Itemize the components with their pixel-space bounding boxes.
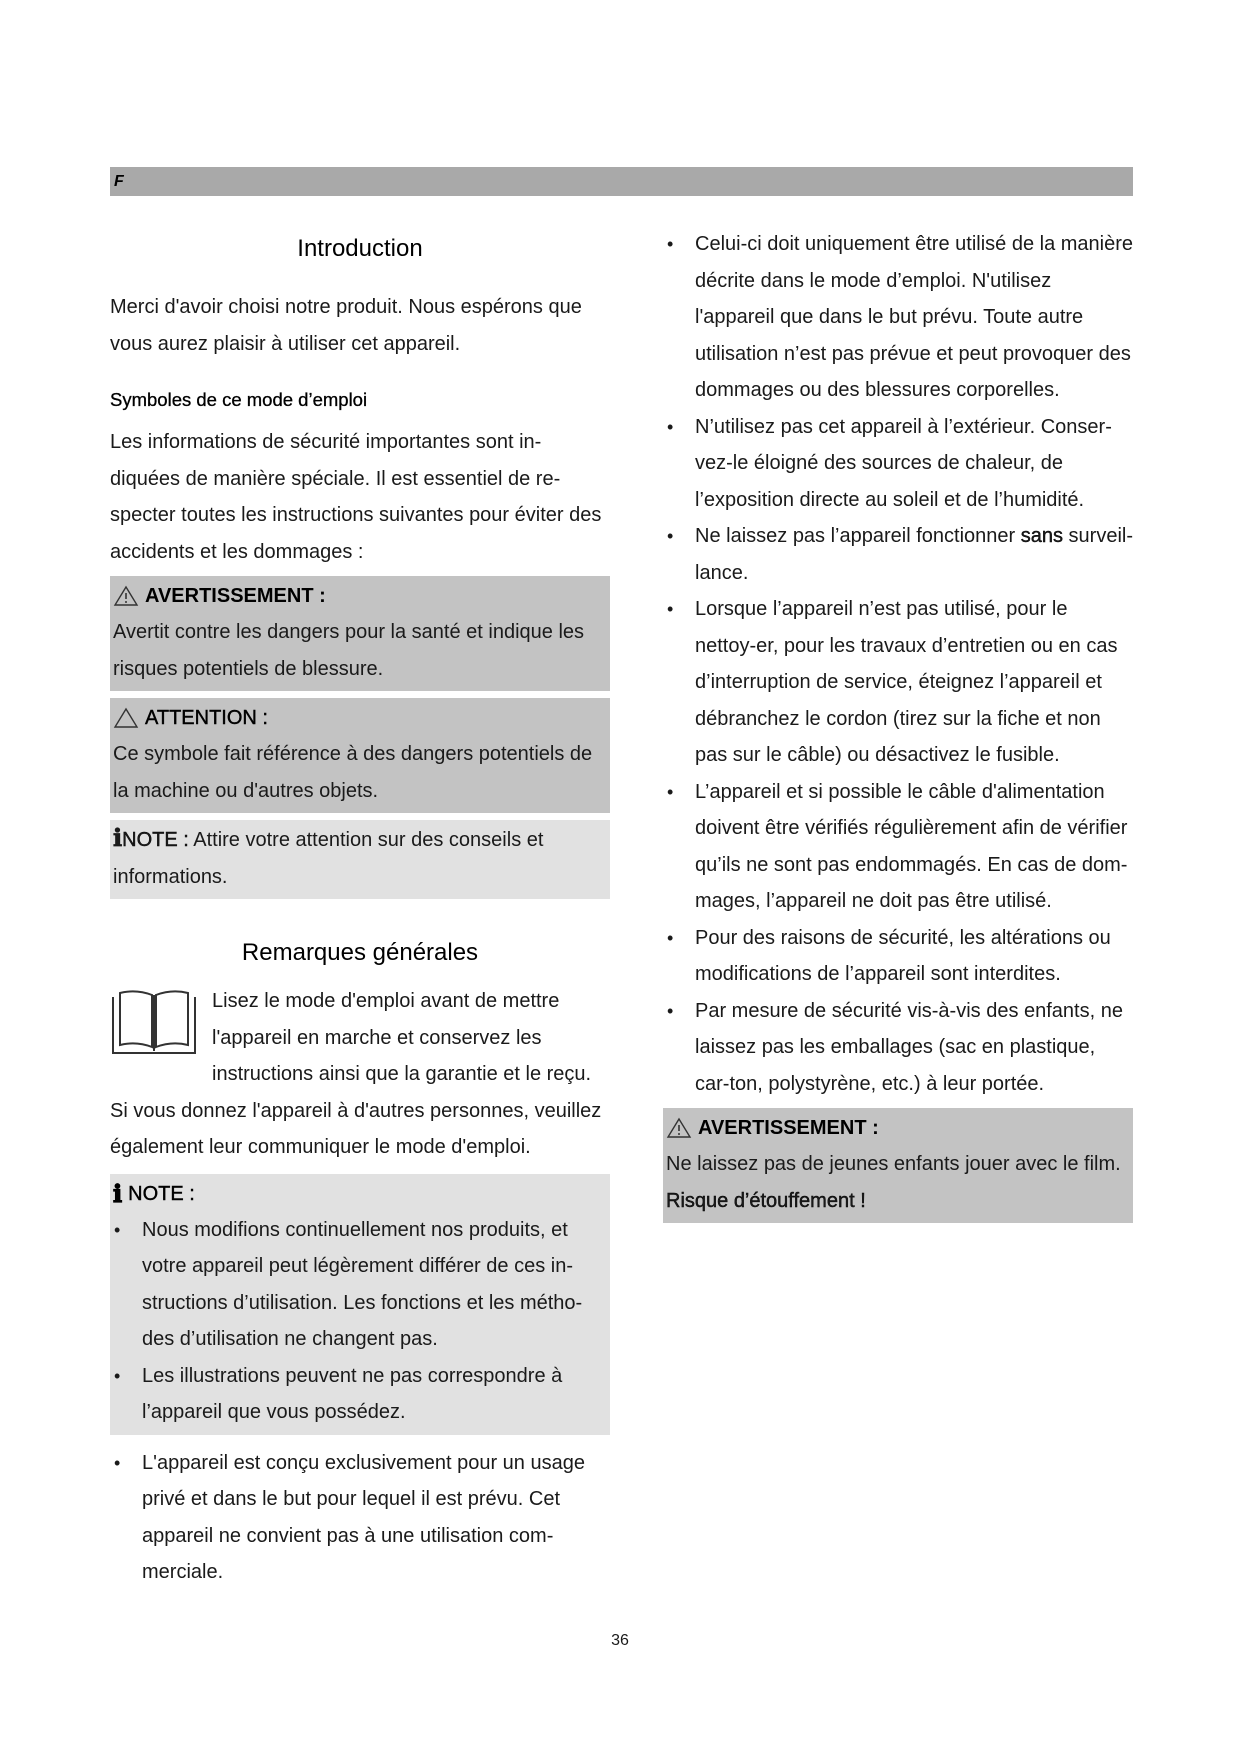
info-icon: ℹ <box>113 1178 123 1208</box>
children-warning-title-row <box>666 1110 1130 1146</box>
page-number: 36 <box>611 1632 629 1649</box>
list-item: • L’appareil et si possible le câble d'alimentation doivent être vérifiés régulièrement afin de vérifier qu’ils ne sont pas endommagés. En cas de dom-mages, l’appareil ne doit pas être utilisé. <box>663 774 1133 920</box>
list-item: • Les illustrations peuvent ne pas correspondre à l’appareil que vous possédez. <box>110 1358 606 1431</box>
right-column <box>663 226 1133 1223</box>
general-section <box>110 983 610 1166</box>
left-column <box>110 225 610 1591</box>
warning-title: AVERTISSEMENT : <box>145 585 326 607</box>
symbols-text: Les informations de sécurité importantes sont in-diquées de manière spéciale. Il est essentiel de re-specter toutes les instructions suivantes pour éviter des accidents et les dommages : <box>110 431 602 563</box>
general-title: Remarques générales <box>241 939 479 966</box>
list-item: • Nous modifions continuellement nos produits, et votre appareil peut légèrement différer de ces in-structions d’utilisation. Les fonctions et les métho-des d’utilisation ne changent pas. <box>110 1212 606 1358</box>
general-text: Lisez le mode d'emploi avant de mettre l'appareil en marche et conservez les instructions ainsi que la garantie et le reçu. Si vous donnez l'appareil à d'autres personnes, veuillez également leur communiquer le mode d'emploi. <box>110 990 602 1158</box>
unattended-post: surveil-lance. <box>695 525 1133 584</box>
list-item: • L'appareil est conçu exclusivement pour un usage privé et dans le but pour lequel il est prévu. Cet appareil ne convient pas à une utilisation com-merciale. <box>110 1445 610 1591</box>
private-use-list <box>110 1445 610 1591</box>
symbols-title: Symboles de ce mode d’emploi <box>110 389 368 410</box>
warning-text: Avertit contre les dangers pour la santé et indique les risques potentiels de blessure. <box>113 621 585 680</box>
list-item-unattended <box>663 518 1133 591</box>
note-content <box>113 822 607 895</box>
intro-text: Merci d'avoir choisi notre produit. Nous espérons que vous aurez plaisir à utiliser cet appareil. <box>110 296 582 355</box>
language-code: F <box>114 173 124 190</box>
list-item: • Pour des raisons de sécurité, les altérations ou modifications de l’appareil sont interdites. <box>663 920 1133 993</box>
note-box <box>110 820 610 899</box>
note2-box <box>110 1174 610 1435</box>
warning-triangle-icon <box>666 1117 692 1139</box>
note-text: Attire votre attention sur des conseils et informations. <box>113 829 544 888</box>
warning-triangle-icon <box>113 585 139 607</box>
header-bar <box>110 167 1133 196</box>
note2-list <box>110 1212 606 1431</box>
spacer <box>110 899 610 929</box>
list-item: • Par mesure de sécurité vis-à-vis des enfants, ne laissez pas les emballages (sac en plastique, car-ton, polystyrène, etc.) à leur portée. <box>663 993 1133 1103</box>
attention-text: Ce symbole fait référence à des dangers potentiels de la machine ou d'autres objets. <box>113 743 593 802</box>
intro-title: Introduction <box>297 235 423 262</box>
note2-title-row <box>110 1176 606 1212</box>
list-item: • N’utilisez pas cet appareil à l’extérieur. Conser-vez-le éloigné des sources de chaleur, de l’exposition directe au soleil et de l’humidité. <box>663 409 1133 519</box>
unattended-pre: Ne laissez pas l’appareil fonctionner <box>695 525 1021 547</box>
suffocation-risk: Risque d’étouffement ! <box>666 1189 866 1212</box>
note2-title: NOTE : <box>128 1182 195 1205</box>
note-label: NOTE : <box>122 829 189 851</box>
unattended-bold: sans <box>1020 525 1063 547</box>
spacer <box>110 362 610 382</box>
safety-list <box>663 226 1133 1102</box>
attention-box <box>110 698 610 813</box>
children-warning-title: AVERTISSEMENT : <box>698 1117 879 1139</box>
warning-title-row <box>113 578 607 614</box>
attention-title: ATTENTION : <box>145 707 268 729</box>
children-warning-box <box>663 1108 1133 1223</box>
info-icon: ℹ <box>113 823 123 852</box>
list-item: • Celui-ci doit uniquement être utilisé de la manière décrite dans le mode d’emploi. N'utilisez l'appareil que dans le but prévu. Toute autre utilisation n’est pas prévue et peut provoquer des dommages ou des blessures corporelles. <box>663 226 1133 409</box>
list-item: • Lorsque l’appareil n’est pas utilisé, pour le nettoy-er, pour les travaux d’entretien ou en cas d’interruption de service, éteignez l’appareil et débranchez le cordon (tirez sur la fiche et non pas sur le câble) ou désactivez le fusible. <box>663 591 1133 774</box>
children-warning-text-row <box>666 1146 1130 1219</box>
warning-box <box>110 576 610 691</box>
children-warning-text: Ne laissez pas de jeunes enfants jouer avec le film. <box>666 1153 1121 1175</box>
open-book-icon <box>110 987 198 1057</box>
attention-title-row <box>113 700 607 736</box>
attention-triangle-icon <box>113 707 139 729</box>
